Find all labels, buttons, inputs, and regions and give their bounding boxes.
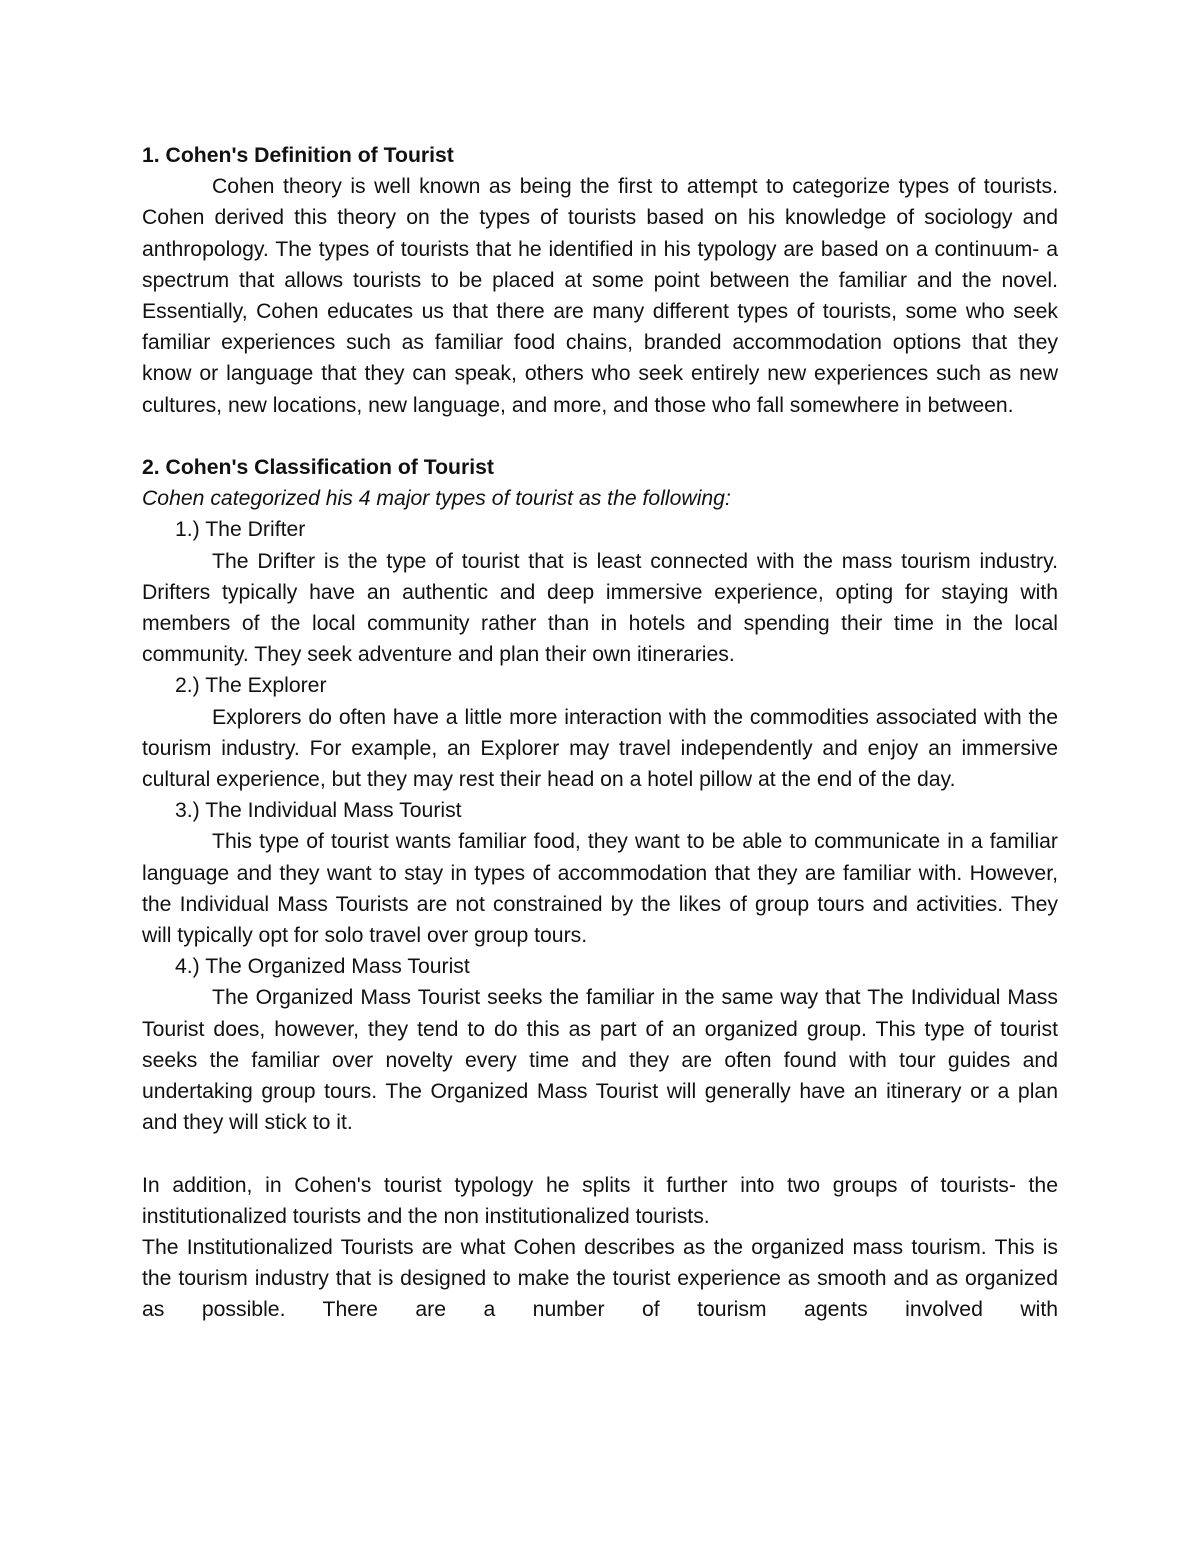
type-description-organized-mass-tourist: The Organized Mass Tourist seeks the familiar in the same way that The Individual Mass Tourist does, however, they tend to do this as part of an organized group. This type of tourist seeks the familiar over novelty every time and they are often found with tour guides and undertaking group tours. The Organized Mass Tourist will generally have an itinerary or a plan and they will stick to it. (142, 986, 1058, 1135)
type-title-drifter: 1.) The Drifter (175, 518, 306, 542)
section-2-intro: Cohen categorized his 4 major types of tourist as the following: (142, 487, 731, 511)
type-description-explorer: Explorers do often have a little more interaction with the commodities associated with the tourism industry. For example, an Explorer may travel independently and enjoy an immersive cultural experience, but they may rest their head on a hotel pillow at the end of the day. (142, 705, 1058, 792)
type-description-individual-mass-tourist: This type of tourist wants familiar food, they want to be able to communicate in a familiar language and they want to stay in types of accommodation that they are familiar with. However, the Individual Mass Tourists are not constrained by the likes of group tours and activities. They will typically opt for solo travel over group tours. (142, 830, 1058, 948)
document-page (142, 140, 1058, 1326)
section-2-heading: 2. Cohen's Classification of Tourist (142, 456, 494, 480)
section-1-paragraph: Cohen theory is well known as being the first to attempt to categorize types of tourists. Cohen derived this theory on the types of tourists based on his knowledge of sociology and anthropology. The types of tourists that he identified in his typology are based on a continuum- a spectrum that allows tourists to be placed at some point between the familiar and the novel. Essentially, Cohen educates us that there are many different types of tourists, some who seek familiar experiences such as familiar food chains, branded accommodation options that they know or language that they can speak, others who seek entirely new experiences such as new cultures, new locations, new language, and more, and those who fall somewhere in between. (142, 175, 1058, 417)
type-title-individual-mass-tourist: 3.) The Individual Mass Tourist (175, 799, 462, 823)
spacer (142, 421, 1058, 452)
spacer (142, 1138, 1058, 1169)
type-title-explorer: 2.) The Explorer (175, 674, 327, 698)
type-description-drifter: The Drifter is the type of tourist that is least connected with the mass tourism industry. Drifters typically have an authentic and deep immersive experience, opting for staying with members of the local community rather than in hotels and spending their time in the local community. They seek adventure and plan their own itineraries. (142, 549, 1058, 667)
section-3-paragraph-2: The Institutionalized Tourists are what Cohen describes as the organized mass tourism. This is the tourism industry that is designed to make the tourist experience as smooth and as organized as possible. There are a number of tourism agents involved with (142, 1236, 1058, 1322)
section-1-heading: 1. Cohen's Definition of Tourist (142, 144, 454, 167)
section-3-paragraph-1: In addition, in Cohen's tourist typology he splits it further into two groups of tourists- the institutionalized tourists and the non institutionalized tourists. (142, 1173, 1058, 1228)
type-title-organized-mass-tourist: 4.) The Organized Mass Tourist (175, 955, 470, 979)
